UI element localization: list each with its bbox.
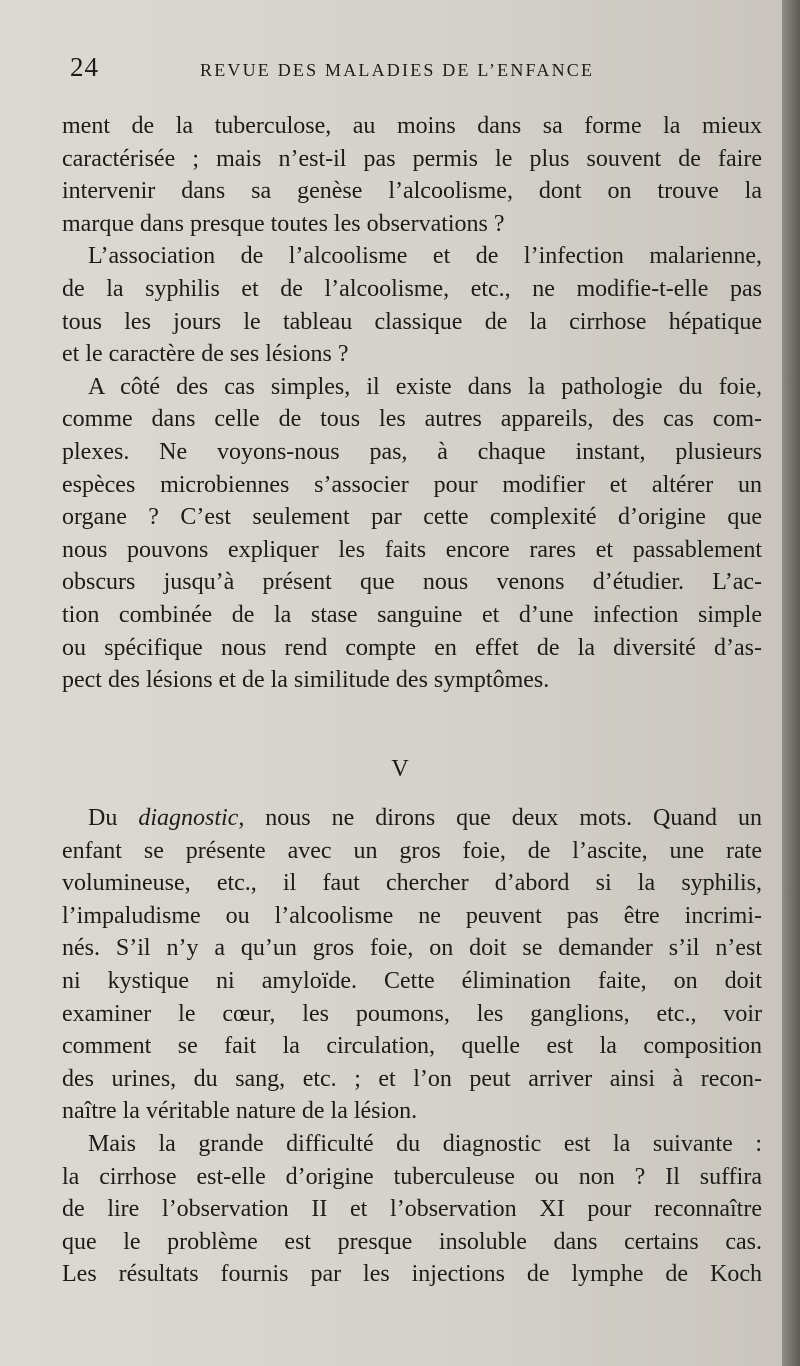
text-line: Les résultats fournis par les injections de lymphe de Koch	[62, 1261, 762, 1288]
text-line: ou spécifique nous rend compte en effet de la diversité d’as-	[62, 634, 762, 661]
text-line: caractérisée ; mais n’est-il pas permis le plus souvent de faire	[62, 145, 762, 172]
page-header	[70, 52, 650, 92]
text-line: tous les jours le tableau classique de la cirrhose hépatique	[62, 308, 762, 335]
text-line: Mais la grande difficulté du diagnostic est la suivante :	[88, 1130, 762, 1157]
text-line: marque dans presque toutes les observations ?	[62, 210, 505, 237]
text-line: nés. S’il n’y a qu’un gros foie, on doit se demander s’il n’est	[62, 935, 762, 962]
text-fragment: Du	[88, 805, 139, 831]
text-line: que le problème est presque insoluble dans certains cas.	[62, 1228, 762, 1255]
text-line: et le caractère de ses lésions ?	[62, 341, 349, 368]
text-line: obscurs jusqu’à présent que nous venons d’étudier. L’ac-	[62, 569, 762, 596]
running-title: REVUE DES MALADIES DE L’ENFANCE	[200, 60, 595, 80]
text-line: ni kystique ni amyloïde. Cette élimination faite, on doit	[62, 967, 762, 994]
text-line: intervenir dans sa genèse l’alcoolisme, dont on trouve la	[62, 178, 762, 205]
text-line: L’association de l’alcoolisme et de l’infection malarienne,	[88, 243, 762, 270]
text-line: A côté des cas simples, il existe dans la pathologie du foie,	[88, 373, 762, 400]
text-line: organe ? C’est seulement par cette complexité d’origine que	[62, 504, 762, 531]
text-line: tion combinée de la stase sanguine et d’une infection simple	[62, 601, 762, 628]
text-line: naître la véritable nature de la lésion.	[62, 1098, 418, 1125]
text-line: la cirrhose est-elle d’origine tuberculeuse ou non ? Il suffira	[62, 1163, 762, 1190]
text-fragment: , nous ne dirons que deux mots. Quand un	[238, 805, 762, 831]
text-line: comme dans celle de tous les autres appareils, des cas com-	[62, 406, 762, 433]
text-line: comment se fait la circulation, quelle est la composition	[62, 1033, 762, 1060]
page-number: 24	[70, 52, 99, 82]
italic-term: diagnostic	[138, 805, 239, 831]
text-line: examiner le cœur, les poumons, les ganglions, etc., voir	[62, 1000, 762, 1027]
text-line: enfant se présente avec un gros foie, de l’ascite, une rate	[62, 837, 762, 864]
text-line: espèces microbiennes s’associer pour modifier et altérer un	[62, 471, 762, 498]
text-line: plexes. Ne voyons-nous pas, à chaque instant, plusieurs	[62, 438, 762, 465]
text-line: pect des lésions et de la similitude des symptômes.	[62, 667, 550, 694]
text-line: de la syphilis et de l’alcoolisme, etc., ne modifie-t-elle pas	[62, 275, 762, 302]
section-heading: V	[391, 756, 409, 782]
text-line: ment de la tuberculose, au moins dans sa forme la mieux	[62, 113, 762, 139]
text-line	[62, 802, 762, 835]
paragraph-block-1	[62, 110, 762, 697]
paragraph-block-2	[62, 802, 762, 1291]
text-line: l’impaludisme ou l’alcoolisme ne peuvent pas être incrimi-	[62, 902, 762, 929]
text-line: des urines, du sang, etc. ; et l’on peut arriver ainsi à recon-	[62, 1065, 762, 1092]
text-line: nous pouvons expliquer les faits encore rares et passablement	[62, 536, 762, 563]
text-line: de lire l’observation II et l’observation XI pour reconnaître	[62, 1196, 762, 1223]
text-line: volumineuse, etc., il faut chercher d’abord si la syphilis,	[62, 870, 762, 897]
page-edge-shadow	[782, 0, 800, 1366]
